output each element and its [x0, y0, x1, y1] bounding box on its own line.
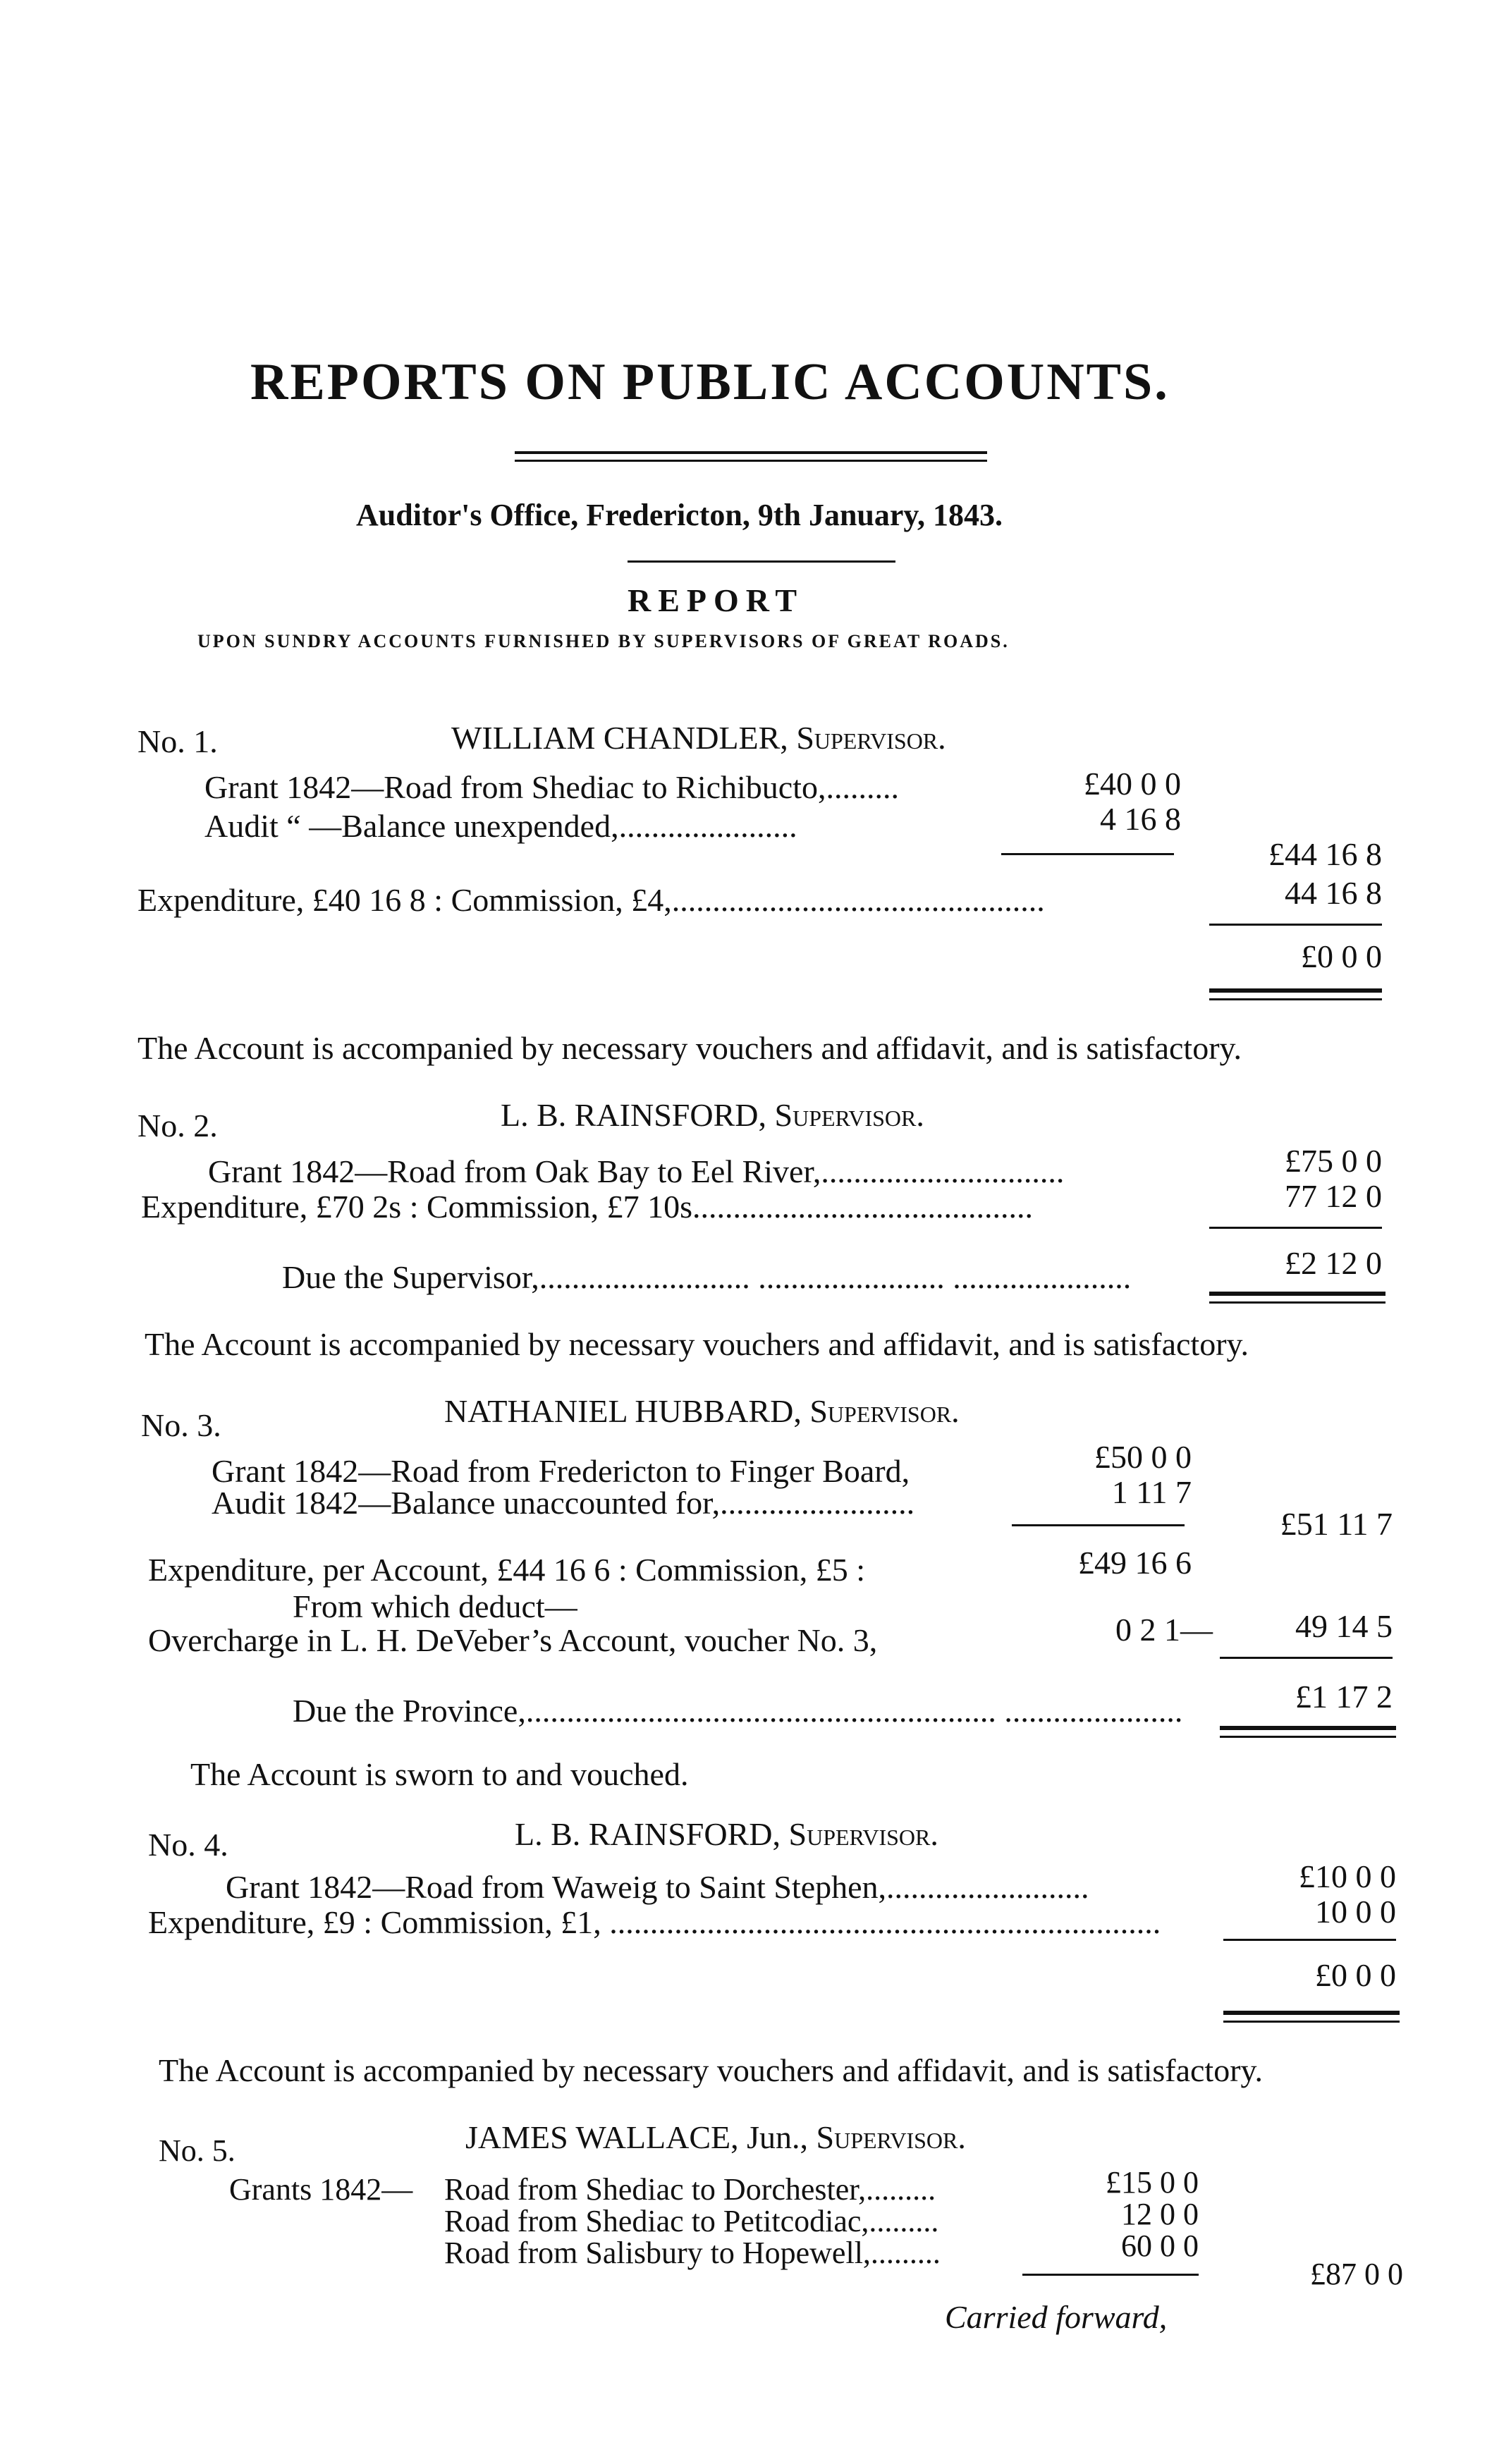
- account-1-double-rule-a: [1209, 988, 1382, 993]
- account-1-audit-amount: 4 16 8: [1100, 801, 1181, 837]
- account-3-grant-label: Grant 1842—Road from Fredericton to Finger Board,: [212, 1453, 910, 1489]
- account-1-double-rule-b: [1209, 998, 1382, 1000]
- account-3-double-rule-b: [1220, 1736, 1396, 1738]
- account-3-expenditure-label: Expenditure, per Account, £44 16 6 : Commission, £5 :: [148, 1552, 866, 1588]
- account-4-result-rule: [1223, 1939, 1396, 1941]
- account-3-note: The Account is sworn to and vouched.: [190, 1756, 689, 1792]
- account-2-due-amount: £2 12 0: [1285, 1245, 1382, 1281]
- account-5-number: No. 5.: [159, 2133, 235, 2168]
- report-heading: REPORT: [628, 582, 805, 618]
- dateline-rule: [628, 560, 895, 563]
- report-subheading: UPON SUNDRY ACCOUNTS FURNISHED BY SUPERVISORS OF GREAT ROADS.: [197, 631, 1010, 651]
- account-1-grant-label: Grant 1842—Road from Shediac to Richibucto,.........: [204, 769, 900, 805]
- account-3-subtotal-rule: [1012, 1524, 1185, 1526]
- account-4-grant-amount: £10 0 0: [1299, 1858, 1396, 1894]
- account-4-expenditure-label: Expenditure, £9 : Commission, £1, ....................................................................: [148, 1904, 1161, 1940]
- account-4-number: No. 4.: [148, 1827, 228, 1863]
- account-5-subtotal: £87 0 0: [1310, 2257, 1403, 2291]
- page-title: REPORTS ON PUBLIC ACCOUNTS.: [250, 353, 1170, 411]
- account-3-result-rule: [1220, 1657, 1393, 1659]
- account-5-name: JAMES WALLACE, Jun., Supervisor.: [465, 2119, 966, 2155]
- account-4-note: The Account is accompanied by necessary vouchers and affidavit, and is satisfactory.: [159, 2052, 1264, 2088]
- dateline: Auditor's Office, Fredericton, 9th January, 1843.: [356, 498, 1003, 532]
- account-4-result: £0 0 0: [1315, 1957, 1396, 1993]
- account-5-row-3-label: Road from Salisbury to Hopewell,.........: [444, 2236, 941, 2270]
- account-2-double-rule-a: [1209, 1292, 1385, 1296]
- account-2-expenditure-label: Expenditure, £70 2s : Commission, £7 10s..........................................: [141, 1189, 1033, 1225]
- account-2-due-label: Due the Supervisor,.......................... ....................... ......................: [282, 1259, 1132, 1295]
- account-1-result-rule: [1209, 924, 1382, 926]
- account-1-expenditure-label: Expenditure, £40 16 8 : Commission, £4,..............................................: [137, 882, 1045, 918]
- carried-forward: Carried forward,: [945, 2299, 1168, 2335]
- account-3-net-amount: 49 14 5: [1295, 1608, 1393, 1644]
- account-3-due-amount: £1 17 2: [1295, 1679, 1393, 1715]
- account-3-expenditure-amount: £49 16 6: [1078, 1545, 1192, 1581]
- account-5-grants-label: Grants 1842—: [229, 2172, 413, 2207]
- account-4-name: L. B. RAINSFORD, Supervisor.: [515, 1816, 938, 1852]
- account-3-overcharge-amount: 0 2 1—: [1115, 1612, 1213, 1648]
- title-rule-top: [515, 451, 987, 454]
- account-5-row-3-amount: 60 0 0: [1121, 2229, 1199, 2263]
- account-4-grant-label: Grant 1842—Road from Waweig to Saint Stephen,.........................: [226, 1869, 1089, 1905]
- account-4-expenditure-amount: 10 0 0: [1315, 1894, 1396, 1930]
- account-3-audit-amount: 1 11 7: [1111, 1474, 1192, 1510]
- account-5-row-2-amount: 12 0 0: [1121, 2197, 1199, 2231]
- account-5-subtotal-rule: [1022, 2274, 1199, 2276]
- account-3-due-label: Due the Province,.......................................................... ......................: [293, 1693, 1183, 1729]
- account-3-name: NATHANIEL HUBBARD, Supervisor.: [444, 1393, 960, 1429]
- title-rule-bottom: [515, 460, 987, 462]
- account-2-result-rule: [1209, 1227, 1382, 1229]
- account-3-grant-amount: £50 0 0: [1094, 1439, 1192, 1475]
- account-5-row-1-amount: £15 0 0: [1106, 2165, 1199, 2200]
- account-2-number: No. 2.: [137, 1108, 218, 1144]
- account-1-note: The Account is accompanied by necessary vouchers and affidavit, and is satisfactory.: [137, 1030, 1242, 1066]
- account-1-number: No. 1.: [137, 723, 218, 759]
- account-2-note: The Account is accompanied by necessary vouchers and affidavit, and is satisfactory.: [145, 1326, 1249, 1362]
- account-2-name: L. B. RAINSFORD, Supervisor.: [501, 1097, 924, 1133]
- account-2-grant-label: Grant 1842—Road from Oak Bay to Eel River,..............................: [208, 1153, 1065, 1189]
- account-3-double-rule-a: [1220, 1726, 1396, 1730]
- account-1-audit-label: Audit “ —Balance unexpended,......................: [204, 808, 797, 844]
- account-2-double-rule-b: [1209, 1301, 1385, 1304]
- account-2-grant-amount: £75 0 0: [1285, 1143, 1382, 1179]
- account-3-overcharge-label: Overcharge in L. H. DeVeber’s Account, voucher No. 3,: [148, 1622, 878, 1658]
- account-1-grant-amount: £40 0 0: [1084, 766, 1181, 802]
- account-1-subtotal-rule: [1001, 853, 1174, 855]
- account-1-expenditure-amount: 44 16 8: [1285, 875, 1382, 911]
- account-4-double-rule-a: [1223, 2011, 1400, 2015]
- account-4-double-rule-b: [1223, 2021, 1400, 2023]
- account-3-audit-label: Audit 1842—Balance unaccounted for,........................: [212, 1485, 915, 1521]
- account-1-result: £0 0 0: [1301, 938, 1382, 974]
- account-2-expenditure-amount: 77 12 0: [1285, 1178, 1382, 1214]
- account-5-row-2-label: Road from Shediac to Petitcodiac,.........: [444, 2204, 939, 2238]
- account-1-subtotal: £44 16 8: [1268, 836, 1382, 872]
- account-3-subtotal: £51 11 7: [1280, 1506, 1393, 1542]
- account-5-row-1-label: Road from Shediac to Dorchester,.........: [444, 2172, 936, 2207]
- account-3-number: No. 3.: [141, 1407, 221, 1443]
- account-1-name: WILLIAM CHANDLER, Supervisor.: [451, 720, 946, 756]
- account-3-deduct-label: From which deduct—: [293, 1588, 577, 1624]
